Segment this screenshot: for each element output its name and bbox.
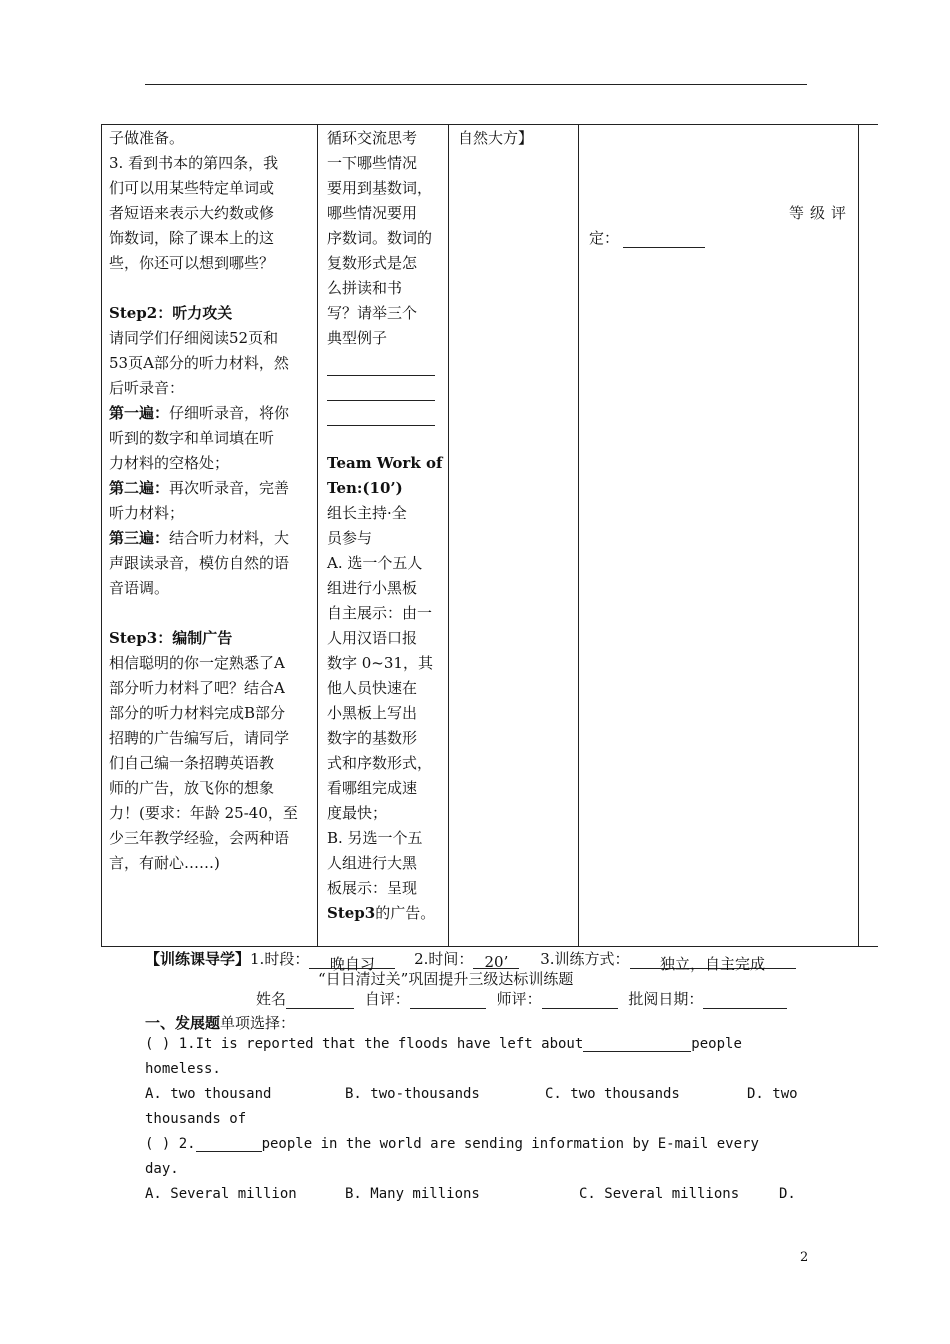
text-line: 小黑板上写出 bbox=[327, 704, 418, 722]
section-heading-rest: 单项选择： bbox=[220, 1014, 296, 1032]
mode-value-text: 独立，自主完成 bbox=[660, 955, 766, 973]
text-line: Team Work of bbox=[327, 454, 443, 472]
section-heading bbox=[145, 1012, 295, 1033]
question-2-number: ( ) 2. bbox=[145, 1136, 196, 1152]
option-a[interactable]: A. two thousand bbox=[145, 1086, 272, 1102]
option-c[interactable]: C. Several millions bbox=[579, 1186, 740, 1202]
table-border-left bbox=[101, 124, 102, 946]
table-divider-4 bbox=[858, 124, 859, 946]
name-field[interactable] bbox=[286, 993, 354, 1009]
text-line: 数字 0~31，其 bbox=[327, 654, 433, 672]
text-line bbox=[109, 401, 315, 426]
text-line bbox=[109, 476, 315, 501]
text-line: 一下哪些情况 bbox=[327, 154, 418, 172]
option-b[interactable]: B. two-thousands bbox=[345, 1086, 480, 1102]
text-line: 典型例子 bbox=[327, 329, 388, 347]
text-line: 员参与 bbox=[327, 529, 373, 547]
requirement-text: 自然大方】 bbox=[458, 129, 534, 147]
text-line: 组长主持·全 bbox=[327, 504, 407, 522]
text-line: 数字的基数形 bbox=[327, 729, 418, 747]
subtitle: “日日清过关”巩固提升三级达标训练题 bbox=[318, 970, 574, 988]
text-line: 部分听力材料了吧？结合A bbox=[109, 679, 285, 697]
text-line: 子做准备。 bbox=[109, 129, 185, 147]
table-divider-2 bbox=[448, 124, 449, 946]
text-line: 听到的数字和单词填在听 bbox=[109, 429, 275, 447]
teacher-eval-label: 师评： bbox=[496, 990, 542, 1008]
requirement-column bbox=[458, 126, 533, 151]
text-line: 饰数词，除了课本上的这 bbox=[109, 229, 275, 247]
time-label: 2.时间： bbox=[414, 950, 474, 968]
text-line: 循环交流思考 bbox=[327, 129, 418, 147]
text-line: Ten:(10’) bbox=[327, 479, 403, 497]
table-divider-1 bbox=[317, 124, 318, 946]
table-divider-3 bbox=[578, 124, 579, 946]
lesson-table bbox=[101, 124, 878, 946]
text-line: 听力材料； bbox=[109, 504, 185, 522]
text-line: Step2：听力攻关 bbox=[109, 304, 233, 322]
question-1-blank[interactable] bbox=[583, 1036, 691, 1052]
review-date-field[interactable] bbox=[703, 993, 787, 1009]
text-line: Step3的广告。 bbox=[327, 904, 436, 922]
text-line: 师的广告，放飞你的想象 bbox=[109, 779, 275, 797]
pass-label: 第三遍： bbox=[109, 529, 170, 547]
pass-text: 再次听录音，完善 bbox=[169, 479, 290, 497]
training-info bbox=[145, 948, 796, 973]
question-2-cont: day. bbox=[145, 1161, 179, 1177]
text-line: 后听录音： bbox=[109, 379, 185, 397]
review-date-label: 批阅日期： bbox=[628, 990, 704, 1008]
text-line: 少三年教学经验，会两种语 bbox=[109, 829, 290, 847]
text-line: 请同学们仔细阅读52页和 bbox=[109, 329, 279, 347]
option-d[interactable]: D. bbox=[779, 1186, 796, 1202]
text-line: 53页A部分的听力材料，然 bbox=[109, 354, 289, 372]
question-2 bbox=[145, 1136, 759, 1152]
training-title: 【训练课导学】 bbox=[145, 950, 251, 968]
text-line: 式和序数形式， bbox=[327, 754, 433, 772]
text-line: 么拼读和书 bbox=[327, 279, 403, 297]
answer-blank[interactable] bbox=[327, 401, 435, 426]
text-line: 写？请举三个 bbox=[327, 304, 418, 322]
question-2-blank[interactable] bbox=[196, 1136, 262, 1152]
question-1-cont: homeless. bbox=[145, 1061, 221, 1077]
period-value bbox=[309, 953, 395, 973]
question-1 bbox=[145, 1036, 742, 1052]
text-line: 部分的听力材料完成B部分 bbox=[109, 704, 286, 722]
option-a[interactable]: A. Several million bbox=[145, 1186, 297, 1202]
step-label: Step3 bbox=[327, 904, 376, 922]
text-line: 音语调。 bbox=[109, 579, 170, 597]
activity-bottom bbox=[327, 451, 447, 926]
period-label: 1.时段： bbox=[250, 950, 310, 968]
text-line: 度最快； bbox=[327, 804, 388, 822]
text-line: 力材料的空格处； bbox=[109, 454, 230, 472]
time-value-text: 20’ bbox=[484, 953, 509, 971]
text-line: 招聘的广告编写后，请同学 bbox=[109, 729, 290, 747]
mode-value bbox=[630, 953, 796, 973]
grade-field bbox=[589, 227, 705, 248]
text-line bbox=[109, 276, 315, 301]
question-2-stem: people in the world are sending information by E-mail every bbox=[261, 1136, 759, 1152]
text-line: 者短语来表示大约数或修 bbox=[109, 204, 275, 222]
grade-label: 等级评 bbox=[789, 204, 853, 222]
text-line bbox=[109, 526, 315, 551]
question-1-option-d-cont: thousands of bbox=[145, 1111, 247, 1127]
text-line: 3. 看到书本的第四条，我 bbox=[109, 154, 279, 172]
answer-blank[interactable] bbox=[327, 351, 435, 376]
activity-column bbox=[327, 126, 447, 926]
text-line: 言，有耐心……) bbox=[109, 854, 220, 872]
text-line: 声跟读录音，模仿自然的语 bbox=[109, 554, 290, 572]
text-line: Step3：编制广告 bbox=[109, 629, 233, 647]
text-line: 们可以用某些特定单词或 bbox=[109, 179, 275, 197]
text-line: 板展示：呈现 bbox=[327, 879, 418, 897]
grade-blank[interactable] bbox=[623, 232, 705, 248]
option-d[interactable]: D. two bbox=[747, 1086, 798, 1102]
option-c[interactable]: C. two thousands bbox=[545, 1086, 680, 1102]
text-line: 哪些情况要用 bbox=[327, 204, 418, 222]
text-line: B. 另选一个五 bbox=[327, 829, 423, 847]
pass-text: 仔细听录音，将你 bbox=[169, 404, 290, 422]
pass-text: 结合听力材料，大 bbox=[169, 529, 290, 547]
text-line: 他人员快速在 bbox=[327, 679, 418, 697]
table-border-bottom bbox=[101, 946, 878, 947]
section-heading-bold: 一、发展题 bbox=[145, 1014, 221, 1032]
text-line: 力！(要求：年龄 25-40，至 bbox=[109, 804, 298, 822]
text-line: 组进行小黑板 bbox=[327, 579, 418, 597]
option-b[interactable]: B. Many millions bbox=[345, 1186, 480, 1202]
self-eval-field[interactable] bbox=[410, 993, 486, 1009]
question-1-stem-end: people bbox=[691, 1036, 742, 1052]
mode-label: 3.训练方式： bbox=[540, 950, 630, 968]
grading-row bbox=[256, 988, 787, 1009]
text-line: 相信聪明的你一定熟悉了A bbox=[109, 654, 285, 672]
text-line: 自主展示：由一 bbox=[327, 604, 433, 622]
text-line: 人用汉语口报 bbox=[327, 629, 418, 647]
self-eval-label: 自评： bbox=[364, 990, 410, 1008]
text-line: 们自己编一条招聘英语教 bbox=[109, 754, 275, 772]
text-line: 些，你还可以想到哪些？ bbox=[109, 254, 275, 272]
period-value-text: 晚自习 bbox=[329, 955, 375, 973]
activity-top bbox=[327, 126, 447, 351]
pass-label: 第二遍： bbox=[109, 479, 170, 497]
text-line: 人组进行大黑 bbox=[327, 854, 418, 872]
question-1-stem: ( ) 1.It is reported that the floods have left about bbox=[145, 1036, 584, 1052]
time-value bbox=[473, 953, 519, 969]
page-number: 2 bbox=[800, 1250, 809, 1265]
procedure-column bbox=[109, 126, 315, 876]
grade-label-end: 定： bbox=[589, 229, 620, 247]
text-line: 复数形式是怎 bbox=[327, 254, 418, 272]
table-border-top bbox=[101, 124, 878, 125]
text-line bbox=[109, 601, 315, 626]
name-label: 姓名 bbox=[256, 990, 287, 1008]
text-line: A. 选一个五人 bbox=[327, 554, 423, 572]
answer-blank[interactable] bbox=[327, 376, 435, 401]
text-line: 要用到基数词， bbox=[327, 179, 433, 197]
teacher-eval-field[interactable] bbox=[542, 993, 618, 1009]
text-line: 看哪组完成速 bbox=[327, 779, 418, 797]
pass-label: 第一遍： bbox=[109, 404, 170, 422]
header-rule bbox=[145, 84, 807, 85]
text-line: 序数词。数词的 bbox=[327, 229, 433, 247]
